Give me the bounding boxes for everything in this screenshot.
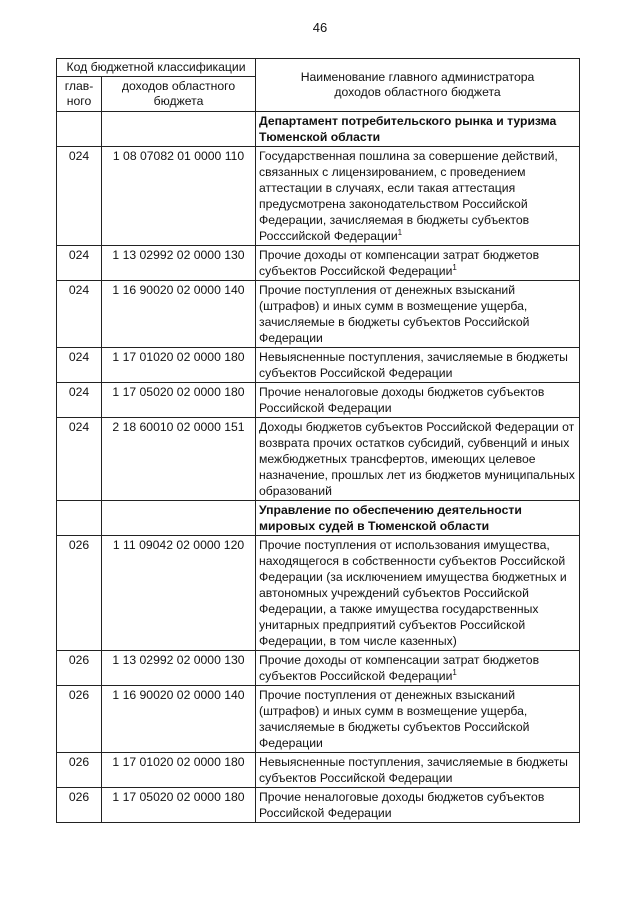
- income-code-cell: 1 17 01020 02 0000 180: [102, 753, 256, 788]
- income-name-cell: Прочие неналоговые доходы бюджетов субъектов Российской Федерации: [256, 788, 580, 823]
- admin-code-cell: 026: [57, 536, 102, 651]
- income-code-cell: [102, 112, 256, 147]
- admin-code-cell: [57, 501, 102, 536]
- table-row: [57, 281, 580, 348]
- page-number: 46: [312, 20, 328, 35]
- income-code-cell: 2 18 60010 02 0000 151: [102, 418, 256, 501]
- budget-classification-table: [56, 58, 580, 823]
- admin-code-cell: 026: [57, 788, 102, 823]
- header-row-top: [57, 59, 580, 77]
- income-name-cell: Доходы бюджетов субъектов Российской Федерации от возврата прочих остатков субсидий, субвенций и иных межбюджетных трансфертов, имеющих целевое назначение, прошлых лет из бюджетов муниципальных образований: [256, 418, 580, 501]
- income-code-cell: 1 16 90020 02 0000 140: [102, 686, 256, 753]
- table-body: [57, 112, 580, 823]
- table-row: [57, 246, 580, 281]
- admin-code-cell: 026: [57, 686, 102, 753]
- department-name-cell: Департамент потребительского рынка и туризма Тюменской области: [256, 112, 580, 147]
- header-group-label: Код бюджетной классификации: [57, 59, 256, 77]
- table-row: [57, 418, 580, 501]
- footnote-marker: 1: [452, 668, 457, 677]
- table-row: [57, 348, 580, 383]
- income-code-cell: 1 16 90020 02 0000 140: [102, 281, 256, 348]
- admin-code-cell: [57, 112, 102, 147]
- admin-code-cell: 024: [57, 281, 102, 348]
- admin-code-cell: 024: [57, 246, 102, 281]
- admin-code-cell: 024: [57, 418, 102, 501]
- department-name-cell: Управление по обеспечению деятельности мировых судей в Тюменской области: [256, 501, 580, 536]
- table-row: [57, 536, 580, 651]
- income-name-cell: Прочие неналоговые доходы бюджетов субъектов Российской Федерации: [256, 383, 580, 418]
- income-code-cell: 1 08 07082 01 0000 110: [102, 147, 256, 246]
- footnote-marker: 1: [397, 228, 403, 237]
- department-row: [57, 501, 580, 536]
- admin-code-cell: 024: [57, 383, 102, 418]
- table-row: [57, 788, 580, 823]
- header-regional-income: доходов областного бюджета: [102, 77, 256, 112]
- department-row: [57, 112, 580, 147]
- income-code-cell: 1 11 09042 02 0000 120: [102, 536, 256, 651]
- admin-code-cell: 026: [57, 753, 102, 788]
- income-code-cell: 1 17 05020 02 0000 180: [102, 788, 256, 823]
- table-row: [57, 651, 580, 686]
- table-row: [57, 753, 580, 788]
- admin-code-cell: 024: [57, 147, 102, 246]
- income-name-cell: Прочие поступления от денежных взысканий (штрафов) и иных сумм в возмещение ущерба, зачисляемые в бюджеты субъектов Российской Федерации: [256, 281, 580, 348]
- income-code-cell: [102, 501, 256, 536]
- table-row: [57, 686, 580, 753]
- income-name-cell: Невыясненные поступления, зачисляемые в бюджеты субъектов Российской Федерации: [256, 348, 580, 383]
- table-row: [57, 383, 580, 418]
- table-header: [57, 59, 580, 112]
- header-administrator-name: Наименование главного администратора доходов областного бюджета: [256, 59, 580, 112]
- income-code-cell: 1 17 01020 02 0000 180: [102, 348, 256, 383]
- admin-code-cell: 024: [57, 348, 102, 383]
- income-name-cell: Прочие поступления от использования имущества, находящегося в собственности субъектов Российской Федерации (за исключением имущества бюджетных и автономных учреждений субъектов Российской Федерации, а также имущества государственных унитарных предприятий субъектов Российской Федерации, в том числе казенных): [256, 536, 580, 651]
- table-row: [57, 147, 580, 246]
- income-name-cell: Прочие доходы от компенсации затрат бюджетов субъектов Российской Федерации$^1$: [256, 246, 580, 281]
- income-name-cell: Прочие доходы от компенсации затрат бюджетов субъектов Российской Федерации$^1$: [256, 651, 580, 686]
- footnote-marker: 1: [452, 263, 457, 272]
- income-name-cell: Государственная пошлина за совершение действий, связанных с лицензированием, с проведением аттестации в случаях, если такая аттестация предусмотрена законодательством Российской Федерации, зачисляемая в бюджеты субъектов Росссийской Федерации$^1$: [256, 147, 580, 246]
- admin-code-cell: 026: [57, 651, 102, 686]
- income-code-cell: 1 13 02992 02 0000 130: [102, 246, 256, 281]
- income-name-cell: Прочие поступления от денежных взысканий (штрафов) и иных сумм в возмещение ущерба, зачисляемые в бюджеты субъектов Российской Федерации: [256, 686, 580, 753]
- income-name-cell: Невыясненные поступления, зачисляемые в бюджеты субъектов Российской Федерации: [256, 753, 580, 788]
- header-main-admin: глав- ного: [57, 77, 102, 112]
- income-code-cell: 1 17 05020 02 0000 180: [102, 383, 256, 418]
- income-code-cell: 1 13 02992 02 0000 130: [102, 651, 256, 686]
